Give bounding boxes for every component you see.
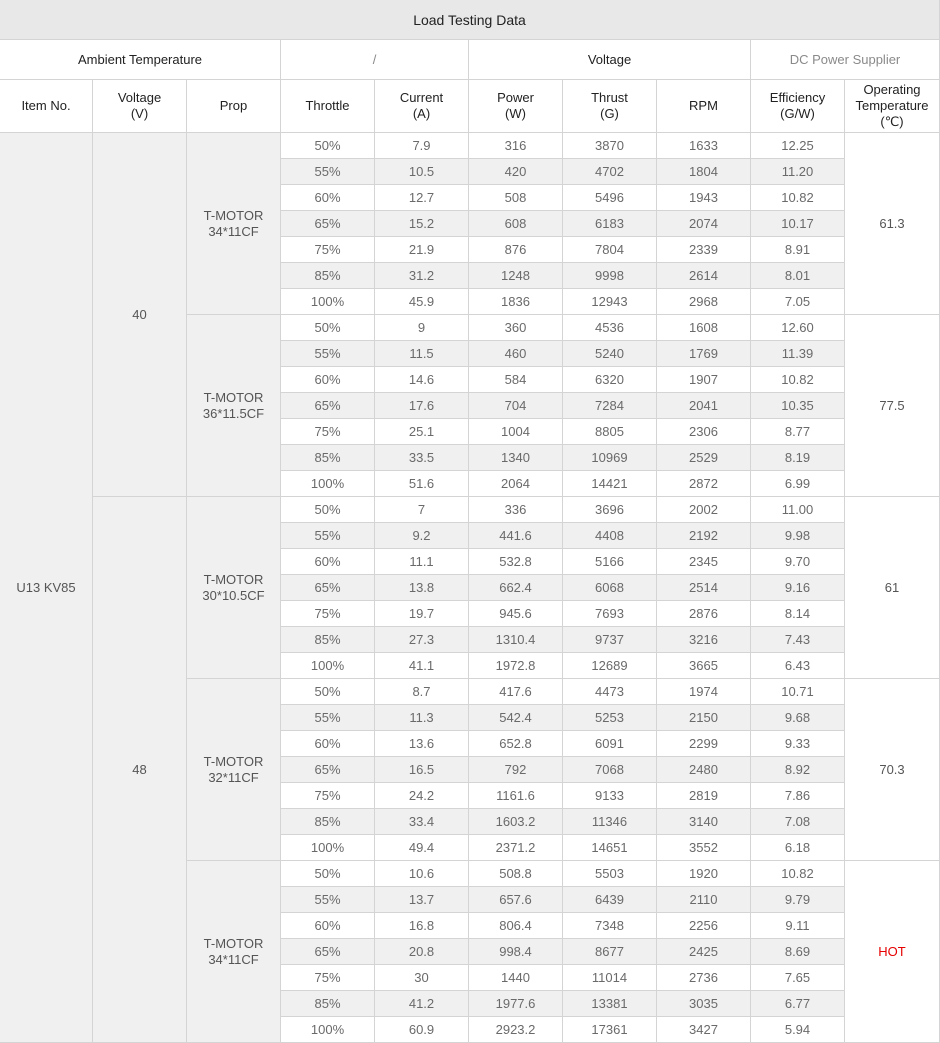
current-cell: 60.9 (375, 1017, 469, 1043)
rpm-cell: 2150 (657, 705, 751, 731)
throttle-cell: 75% (281, 783, 375, 809)
power-cell: 652.8 (469, 731, 563, 757)
thrust-cell: 5240 (563, 341, 657, 367)
column-header-item-no: Item No. (0, 80, 93, 133)
prop-cell: T-MOTOR 34*11CF (187, 861, 281, 1043)
throttle-cell: 65% (281, 757, 375, 783)
rpm-cell: 3552 (657, 835, 751, 861)
thrust-cell: 5496 (563, 185, 657, 211)
thrust-cell: 4702 (563, 159, 657, 185)
efficiency-cell: 12.60 (751, 315, 845, 341)
current-cell: 27.3 (375, 627, 469, 653)
rpm-cell: 2872 (657, 471, 751, 497)
rpm-cell: 2256 (657, 913, 751, 939)
operating-temperature-cell: 61 (845, 497, 940, 679)
power-cell: 662.4 (469, 575, 563, 601)
efficiency-cell: 8.69 (751, 939, 845, 965)
current-cell: 13.7 (375, 887, 469, 913)
current-cell: 49.4 (375, 835, 469, 861)
rpm-cell: 2306 (657, 419, 751, 445)
power-cell: 584 (469, 367, 563, 393)
thrust-cell: 3696 (563, 497, 657, 523)
thrust-cell: 5503 (563, 861, 657, 887)
current-cell: 17.6 (375, 393, 469, 419)
column-header-efficiency: Efficiency (G/W) (751, 80, 845, 133)
current-cell: 13.6 (375, 731, 469, 757)
power-cell: 336 (469, 497, 563, 523)
throttle-cell: 60% (281, 731, 375, 757)
efficiency-cell: 8.19 (751, 445, 845, 471)
operating-temperature-cell: 70.3 (845, 679, 940, 861)
rpm-cell: 1943 (657, 185, 751, 211)
throttle-cell: 60% (281, 367, 375, 393)
thrust-cell: 6183 (563, 211, 657, 237)
throttle-cell: 60% (281, 549, 375, 575)
power-cell: 876 (469, 237, 563, 263)
efficiency-cell: 7.43 (751, 627, 845, 653)
power-cell: 657.6 (469, 887, 563, 913)
throttle-cell: 85% (281, 991, 375, 1017)
throttle-cell: 50% (281, 497, 375, 523)
efficiency-cell: 10.82 (751, 185, 845, 211)
thrust-cell: 6068 (563, 575, 657, 601)
throttle-cell: 75% (281, 419, 375, 445)
column-header-throttle: Throttle (281, 80, 375, 133)
efficiency-cell: 7.65 (751, 965, 845, 991)
thrust-cell: 9133 (563, 783, 657, 809)
efficiency-cell: 6.77 (751, 991, 845, 1017)
current-cell: 12.7 (375, 185, 469, 211)
thrust-cell: 9737 (563, 627, 657, 653)
throttle-cell: 75% (281, 965, 375, 991)
throttle-cell: 55% (281, 705, 375, 731)
throttle-cell: 55% (281, 523, 375, 549)
throttle-cell: 65% (281, 575, 375, 601)
current-cell: 20.8 (375, 939, 469, 965)
thrust-cell: 8677 (563, 939, 657, 965)
thrust-cell: 6439 (563, 887, 657, 913)
prop-cell: T-MOTOR 30*10.5CF (187, 497, 281, 679)
thrust-cell: 4473 (563, 679, 657, 705)
efficiency-cell: 11.00 (751, 497, 845, 523)
power-cell: 806.4 (469, 913, 563, 939)
efficiency-cell: 8.14 (751, 601, 845, 627)
current-cell: 9.2 (375, 523, 469, 549)
power-cell: 1603.2 (469, 809, 563, 835)
thrust-cell: 14651 (563, 835, 657, 861)
efficiency-cell: 12.25 (751, 133, 845, 159)
rpm-cell: 1608 (657, 315, 751, 341)
throttle-cell: 50% (281, 315, 375, 341)
rpm-cell: 2819 (657, 783, 751, 809)
efficiency-cell: 11.39 (751, 341, 845, 367)
power-cell: 2923.2 (469, 1017, 563, 1043)
voltage-cell: 48 (93, 497, 187, 1043)
power-cell: 441.6 (469, 523, 563, 549)
rpm-cell: 2425 (657, 939, 751, 965)
thrust-cell: 7348 (563, 913, 657, 939)
rpm-cell: 2074 (657, 211, 751, 237)
rpm-cell: 3216 (657, 627, 751, 653)
thrust-cell: 6091 (563, 731, 657, 757)
current-cell: 11.1 (375, 549, 469, 575)
column-header-power: Power (W) (469, 80, 563, 133)
efficiency-cell: 8.77 (751, 419, 845, 445)
efficiency-cell: 7.08 (751, 809, 845, 835)
thrust-cell: 3870 (563, 133, 657, 159)
current-cell: 16.8 (375, 913, 469, 939)
current-cell: 33.4 (375, 809, 469, 835)
rpm-cell: 1907 (657, 367, 751, 393)
power-cell: 2064 (469, 471, 563, 497)
power-cell: 1836 (469, 289, 563, 315)
power-cell: 420 (469, 159, 563, 185)
rpm-cell: 2345 (657, 549, 751, 575)
thrust-cell: 5253 (563, 705, 657, 731)
throttle-cell: 85% (281, 627, 375, 653)
rpm-cell: 2876 (657, 601, 751, 627)
prop-cell: T-MOTOR 36*11.5CF (187, 315, 281, 497)
throttle-cell: 55% (281, 159, 375, 185)
throttle-cell: 85% (281, 809, 375, 835)
power-cell: 608 (469, 211, 563, 237)
current-cell: 45.9 (375, 289, 469, 315)
ambient-temperature-value: / (281, 40, 469, 80)
thrust-cell: 4408 (563, 523, 657, 549)
efficiency-cell: 8.01 (751, 263, 845, 289)
throttle-cell: 100% (281, 653, 375, 679)
power-cell: 1161.6 (469, 783, 563, 809)
current-cell: 15.2 (375, 211, 469, 237)
table-title: Load Testing Data (0, 0, 940, 40)
efficiency-cell: 6.18 (751, 835, 845, 861)
thrust-cell: 13381 (563, 991, 657, 1017)
thrust-cell: 11014 (563, 965, 657, 991)
throttle-cell: 50% (281, 861, 375, 887)
power-cell: 360 (469, 315, 563, 341)
current-cell: 30 (375, 965, 469, 991)
current-cell: 33.5 (375, 445, 469, 471)
thrust-cell: 7284 (563, 393, 657, 419)
current-cell: 7.9 (375, 133, 469, 159)
throttle-cell: 50% (281, 679, 375, 705)
rpm-cell: 1633 (657, 133, 751, 159)
current-cell: 7 (375, 497, 469, 523)
current-cell: 31.2 (375, 263, 469, 289)
current-cell: 41.1 (375, 653, 469, 679)
current-cell: 14.6 (375, 367, 469, 393)
power-cell: 1004 (469, 419, 563, 445)
rpm-cell: 2614 (657, 263, 751, 289)
throttle-cell: 100% (281, 1017, 375, 1043)
power-cell: 316 (469, 133, 563, 159)
rpm-cell: 2299 (657, 731, 751, 757)
throttle-cell: 100% (281, 289, 375, 315)
efficiency-cell: 8.91 (751, 237, 845, 263)
power-cell: 1977.6 (469, 991, 563, 1017)
current-cell: 11.3 (375, 705, 469, 731)
ambient-temperature-label: Ambient Temperature (0, 40, 281, 80)
throttle-cell: 85% (281, 263, 375, 289)
item-no-cell: U13 KV85 (0, 133, 93, 1043)
efficiency-cell: 11.20 (751, 159, 845, 185)
rpm-cell: 3035 (657, 991, 751, 1017)
efficiency-cell: 10.17 (751, 211, 845, 237)
thrust-cell: 5166 (563, 549, 657, 575)
current-cell: 19.7 (375, 601, 469, 627)
rpm-cell: 2514 (657, 575, 751, 601)
power-cell: 2371.2 (469, 835, 563, 861)
rpm-cell: 2002 (657, 497, 751, 523)
current-cell: 21.9 (375, 237, 469, 263)
prop-cell: T-MOTOR 34*11CF (187, 133, 281, 315)
efficiency-cell: 6.99 (751, 471, 845, 497)
power-cell: 704 (469, 393, 563, 419)
current-cell: 10.5 (375, 159, 469, 185)
rpm-cell: 2110 (657, 887, 751, 913)
rpm-cell: 1920 (657, 861, 751, 887)
efficiency-cell: 10.82 (751, 367, 845, 393)
efficiency-cell: 6.43 (751, 653, 845, 679)
rpm-cell: 3140 (657, 809, 751, 835)
thrust-cell: 6320 (563, 367, 657, 393)
thrust-cell: 12689 (563, 653, 657, 679)
column-header-voltage: Voltage (V) (93, 80, 187, 133)
throttle-cell: 65% (281, 939, 375, 965)
throttle-cell: 65% (281, 211, 375, 237)
thrust-cell: 17361 (563, 1017, 657, 1043)
current-cell: 10.6 (375, 861, 469, 887)
current-cell: 13.8 (375, 575, 469, 601)
current-cell: 9 (375, 315, 469, 341)
thrust-cell: 8805 (563, 419, 657, 445)
power-cell: 998.4 (469, 939, 563, 965)
thrust-cell: 10969 (563, 445, 657, 471)
throttle-cell: 75% (281, 237, 375, 263)
efficiency-cell: 9.98 (751, 523, 845, 549)
efficiency-cell: 7.86 (751, 783, 845, 809)
throttle-cell: 100% (281, 835, 375, 861)
throttle-cell: 100% (281, 471, 375, 497)
current-cell: 16.5 (375, 757, 469, 783)
column-header-thrust: Thrust (G) (563, 80, 657, 133)
power-cell: 1248 (469, 263, 563, 289)
rpm-cell: 2192 (657, 523, 751, 549)
thrust-cell: 9998 (563, 263, 657, 289)
current-cell: 24.2 (375, 783, 469, 809)
throttle-cell: 65% (281, 393, 375, 419)
rpm-cell: 2736 (657, 965, 751, 991)
efficiency-cell: 9.33 (751, 731, 845, 757)
efficiency-cell: 5.94 (751, 1017, 845, 1043)
power-cell: 532.8 (469, 549, 563, 575)
power-cell: 542.4 (469, 705, 563, 731)
power-cell: 1440 (469, 965, 563, 991)
throttle-cell: 85% (281, 445, 375, 471)
efficiency-cell: 9.68 (751, 705, 845, 731)
current-cell: 11.5 (375, 341, 469, 367)
rpm-cell: 2041 (657, 393, 751, 419)
rpm-cell: 3427 (657, 1017, 751, 1043)
power-cell: 792 (469, 757, 563, 783)
rpm-cell: 2339 (657, 237, 751, 263)
column-header-rpm: RPM (657, 80, 751, 133)
throttle-cell: 60% (281, 913, 375, 939)
rpm-cell: 2968 (657, 289, 751, 315)
current-cell: 51.6 (375, 471, 469, 497)
throttle-cell: 60% (281, 185, 375, 211)
voltage-cell: 40 (93, 133, 187, 497)
operating-temperature-cell: 77.5 (845, 315, 940, 497)
power-cell: 1310.4 (469, 627, 563, 653)
thrust-cell: 7804 (563, 237, 657, 263)
rpm-cell: 1769 (657, 341, 751, 367)
voltage-source-label: Voltage (469, 40, 751, 80)
efficiency-cell: 8.92 (751, 757, 845, 783)
rpm-cell: 1804 (657, 159, 751, 185)
throttle-cell: 55% (281, 887, 375, 913)
throttle-cell: 55% (281, 341, 375, 367)
power-cell: 945.6 (469, 601, 563, 627)
efficiency-cell: 9.16 (751, 575, 845, 601)
rpm-cell: 1974 (657, 679, 751, 705)
efficiency-cell: 10.35 (751, 393, 845, 419)
power-cell: 1340 (469, 445, 563, 471)
rpm-cell: 3665 (657, 653, 751, 679)
power-cell: 460 (469, 341, 563, 367)
power-cell: 508.8 (469, 861, 563, 887)
power-cell: 417.6 (469, 679, 563, 705)
efficiency-cell: 9.79 (751, 887, 845, 913)
throttle-cell: 75% (281, 601, 375, 627)
thrust-cell: 12943 (563, 289, 657, 315)
column-header-current: Current (A) (375, 80, 469, 133)
thrust-cell: 14421 (563, 471, 657, 497)
prop-cell: T-MOTOR 32*11CF (187, 679, 281, 861)
column-header-operating-temperature: Operating Temperature (℃) (845, 80, 940, 133)
thrust-cell: 7693 (563, 601, 657, 627)
power-cell: 1972.8 (469, 653, 563, 679)
current-cell: 8.7 (375, 679, 469, 705)
operating-temperature-cell: 61.3 (845, 133, 940, 315)
efficiency-cell: 9.70 (751, 549, 845, 575)
rpm-cell: 2480 (657, 757, 751, 783)
voltage-source-value: DC Power Supplier (751, 40, 940, 80)
rpm-cell: 2529 (657, 445, 751, 471)
current-cell: 25.1 (375, 419, 469, 445)
thrust-cell: 7068 (563, 757, 657, 783)
efficiency-cell: 10.82 (751, 861, 845, 887)
power-cell: 508 (469, 185, 563, 211)
efficiency-cell: 10.71 (751, 679, 845, 705)
column-header-prop: Prop (187, 80, 281, 133)
operating-temperature-cell: HOT (845, 861, 940, 1043)
current-cell: 41.2 (375, 991, 469, 1017)
efficiency-cell: 9.11 (751, 913, 845, 939)
thrust-cell: 4536 (563, 315, 657, 341)
throttle-cell: 50% (281, 133, 375, 159)
thrust-cell: 11346 (563, 809, 657, 835)
efficiency-cell: 7.05 (751, 289, 845, 315)
